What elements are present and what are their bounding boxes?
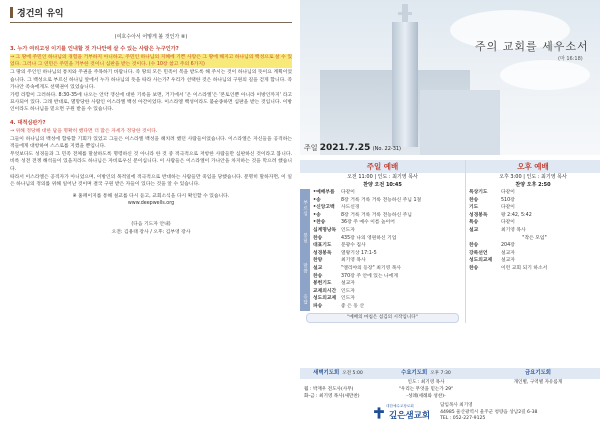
order-item-value: 최기영 목사 (341, 258, 366, 264)
order-item-label: •송 (313, 212, 321, 218)
order-item-value: 인도자 (341, 296, 355, 302)
worship-section-label: 봉헌 (300, 227, 310, 250)
section-3-title: 3. 누가 여리고성 이기를 인내할 것 가나안에 살 수 있는 사람은 누구인가? (10, 46, 179, 52)
homepage-note: ※ 홈페이지를 통해 설교를 다시 듣고, 교회소식을 다시 확인할 수 있습니다. www.deepwells.org (10, 193, 292, 207)
order-item-label: 성도의교제 (313, 296, 337, 302)
afternoon-service-title: 오후 예배 (466, 160, 600, 173)
section-4-paragraph-3: 따라서 이스라엘은 공격자가 아니었으며, 이방인의 목적일에 적극적으로 반대하는 사람들만 죽임을 당했습니다. 분명히 말하자면, 이 일은 하나님의 정의를 위해 일어난 것이며 결국 구원 받은 자들이 있다는 것을 알 수 있습니다. (10, 174, 292, 188)
order-item-label: 대표기도 (313, 243, 332, 249)
afternoon-order-item (466, 257, 600, 265)
section-4-title: 4. 대적심판가? (10, 119, 46, 126)
morning-service (300, 160, 465, 323)
afternoon-order-item (466, 227, 600, 235)
order-item-label: 찬양 (313, 258, 323, 264)
weekday-services (300, 368, 600, 423)
order-item-label: 찬송 (313, 235, 323, 241)
order-item-value: 문광수 집사 (341, 243, 366, 249)
order-item-value: 최기영 목사 (501, 227, 526, 233)
afternoon-order-item (466, 265, 600, 273)
order-item-label: 찬송 (469, 265, 479, 271)
church-theme: 주의 교회를 세우소서 (475, 40, 589, 53)
order-item-value: 8장 거룩 거룩 거룩 전능하신 주님 (341, 212, 412, 218)
worship-section (300, 227, 465, 250)
series-subtitle: (여호수아서 어떻게 볼 것인가 ⑧) (114, 34, 188, 40)
friday-prayer-title: 금요기도회 (476, 368, 600, 379)
morning-service-title: 주일 예배 (300, 160, 465, 173)
order-item (310, 273, 465, 281)
order-item-label: •예배부름 (313, 190, 335, 195)
dawn-leader-1: 월 : 박재우 전도사(사무) (304, 387, 354, 392)
order-item-value: 다같이 (341, 190, 355, 195)
morning-praise-time: 찬양 오전 10:45 (363, 182, 402, 188)
church-name: 깊은샘교회 (389, 411, 431, 422)
order-item-label: 성도의교제 (469, 258, 493, 264)
order-item (310, 295, 465, 303)
denomination: 대한예수교장로회 (386, 404, 414, 409)
order-item (310, 189, 465, 197)
order-item-label: 기도 (469, 205, 479, 211)
section-4-intro: → 위해 정당해 대한 답을 명확히 했다면 더 많은 자세가 정당한 것이다. (10, 128, 158, 134)
dawn-prayer-title: 새벽기도회 오전 5:00 (300, 368, 376, 379)
afternoon-order-item (466, 204, 600, 212)
church-tower (392, 22, 418, 147)
order-item-label: 교제의시간 (313, 288, 337, 294)
order-item (310, 197, 465, 205)
order-item (310, 204, 465, 212)
dawn-leader-2: 화-금 : 최기영 목사(새만찬) (304, 394, 360, 399)
afternoon-order-item (466, 235, 600, 243)
afternoon-order-item (466, 189, 600, 197)
order-item-value: "작은 모임" (522, 235, 547, 241)
order-item-value: 204장 (501, 243, 515, 249)
order-item-label: 찬송 (469, 243, 479, 249)
order-item-value: 설교자 (501, 250, 515, 256)
order-item-value: 다같이 (501, 190, 515, 195)
order-item (310, 257, 465, 265)
theme-reference: (마 16:18) (558, 56, 583, 62)
order-item (310, 235, 465, 243)
order-item-label: 찬송 (469, 197, 479, 203)
church-logo-icon (372, 406, 386, 420)
order-item-value: 왕 2:42, 5:42 (501, 212, 532, 218)
wednesday-sermon-sub: -성례(세례와 성찬)- (406, 394, 446, 399)
worship-section (300, 189, 465, 227)
church-photo (300, 0, 600, 155)
section-4-paragraph-1: 그들이 하나님의 백성에 합류할 기회가 있었고 그들은 이스라엘 백성을 헤치려 했던 사람들이었습니다. 이스라엘은 자신들을 공격하는 적들에게 대항하여 스스로를 지켰을 뿐입니다. (10, 136, 292, 150)
afternoon-service (465, 160, 600, 323)
bulletin-date: 주일 2021.7.25 (No. 22-31) (304, 143, 402, 153)
order-item-value: 다같이 (501, 205, 515, 211)
order-item-value: 36장 주 예수 이름 높이어 (341, 220, 395, 226)
header-accent-bar (10, 7, 13, 18)
order-item-label: 설교 (469, 227, 479, 233)
order-item-label: •송 (313, 197, 321, 203)
order-item (310, 280, 465, 288)
worship-section-label: 부르심 (300, 189, 310, 227)
order-item-value: 인도자 (341, 227, 355, 233)
order-item-value: 좋 은 동 산 (341, 303, 365, 309)
afternoon-order-item (466, 219, 600, 227)
church-info (300, 403, 600, 423)
section-4-paragraph-2: 무엇보다도 성경들과 그 민족 전체를 말살하도록 명령하신 것 아니라 한 것 중 적극적으로 저항한 사람들만 심판하신 것이라고 봅니다. 비록 성전 전쟁 해석들이 있을지라도 하나님은 자비로우신 분이십니다. 이 사람들은 이스라엘이 가나안을 차지하는 것을 막으려 했습니다. (10, 152, 292, 172)
friday-description: 개인별, 구역별 자유롭게 (513, 380, 563, 385)
worship-section (300, 250, 465, 288)
order-item-value: 열왕기상 17:1-5 (341, 250, 377, 256)
section-3-paragraph-1: 그 땅의 주인인 하나님의 통치와 주권을 주목하기 바랍니다. 즉 땅의 모든 민족이 복을 받도록 해 주시는 것이 하나님의 뜻이요 계획이었습니다. 그 백성으로 부르신 하나님 앞에서 누가 하나님의 뜻을 따라 사는가? 우리가 선택한 것은 하나님의 구원의 길을 걷게 합니다. 즉 가나안 족속에게도 선택권이 있었습니다. (10, 70, 292, 90)
afternoon-order-item (466, 197, 600, 205)
order-item-value: 사도신경 (341, 205, 360, 211)
order-item-label: 봉헌기도 (313, 281, 332, 287)
order-item-label: 특송 (469, 220, 479, 226)
order-item (310, 265, 465, 273)
worship-section-label: 말씀 (300, 250, 310, 288)
worship-section (300, 288, 465, 311)
order-item (310, 227, 465, 235)
order-item (310, 212, 465, 220)
order-item-label: 묵상기도 (469, 190, 488, 195)
order-item-label: 강록선언 (469, 250, 488, 256)
next-prayer-info: (다음 기도자 안내) 오전: 김용태 장사 / 오후: 김부영 장사 (111, 222, 191, 236)
order-item-value: 510장 (501, 197, 515, 203)
wednesday-leader: 인도 : 최기영 목사 (407, 380, 445, 385)
order-item (310, 219, 465, 227)
afternoon-service-time: 오후 3:00 | 인도 : 최기영 목사 (499, 174, 567, 180)
page-title: 경건의 유익 (17, 9, 64, 19)
section-3-paragraph-2: 가령 라합이 그러하다. 8:30-35에 나오는 언약 갱신에 대한 기록을 보면, 거기에서 '온 이스라엘'은 '본토인뿐 아니라 이방인까지' 라고 묘사되어 있다. 그래 반대로, 멸망당한 사람인 이스라엘 백성 아간이었다. 이스라엘 백성이라도 불순종하면 심판을 받는 것입니다. 이방인이라도 하나님을 믿으면 구원 받을 수 있습니다. (10, 93, 292, 113)
order-item-value: 370장 주 안에 있는 나에게 (341, 273, 398, 279)
morning-service-time: 오전 11:00 | 인도 : 최기영 목사 (347, 174, 418, 180)
order-item (310, 242, 465, 250)
section-3-intro: → 그 땅에 주민인 하나님의 경험을 거부하지 아니하고, 주민인 하나님의 지혜에 기쁜 사랑은 그 땅에 해지고 하나님의 백성으로 살 수 있었다. 그러나 그 연민은 주민을 거부한 것이니 심판을 받는 것이다. (수 10장 참고 주의 6가지) (10, 55, 292, 68)
homepage-link[interactable]: www.deepwells.org (127, 201, 175, 207)
order-item-value: 설교자 (341, 281, 355, 287)
order-item-label: 성경봉독 (313, 250, 332, 256)
order-item-label: 성경봉독 (469, 212, 488, 218)
blessing-banner: "예배의 마침은 섬김의 시작입니다" (306, 313, 459, 323)
order-item-value: "엘리야의 등장" 최기영 목사 (341, 265, 401, 271)
order-item-label: 설교 (313, 265, 323, 271)
order-item-value: 8장 거룩 거룩 거룩 전능하신 주님 1절 (341, 197, 422, 203)
wednesday-sermon: "우리는 무엇을 믿는가 29" (398, 387, 454, 392)
order-item-value: 이런 교회 되기 하소서 (501, 265, 548, 271)
afternoon-order-item (466, 242, 600, 250)
order-item-label: •신앙고백 (313, 205, 335, 211)
worship-section-label: 응답 (300, 288, 310, 311)
order-item (310, 250, 465, 258)
left-header (10, 6, 292, 23)
afternoon-order-item (466, 250, 600, 258)
afternoon-praise-time: 찬양 오후 2:50 (515, 182, 551, 188)
order-item-value: 다같이 (501, 220, 515, 226)
right-page (300, 0, 600, 424)
afternoon-order-item (466, 212, 600, 220)
order-item-value: 435장 나의 영원하신 기업 (341, 235, 397, 241)
church-contact: 담임목사 최기영 44985 울산광역시 울주군 청량읍 상남2길 6-38 TEL : 052-227-9125 (440, 403, 538, 421)
order-item-label: •찬송 (313, 220, 326, 226)
order-item-value: 설교자 (501, 258, 515, 264)
order-item (310, 303, 465, 311)
order-item (310, 288, 465, 296)
order-item-label: 찬송 (313, 273, 323, 279)
order-item-value: 인도자 (341, 288, 355, 294)
order-item-label: 파송 (313, 303, 323, 309)
order-item-label: 십계명낭독 (313, 227, 337, 233)
wednesday-prayer-title: 수요기도회 오후 7:30 (376, 368, 476, 379)
